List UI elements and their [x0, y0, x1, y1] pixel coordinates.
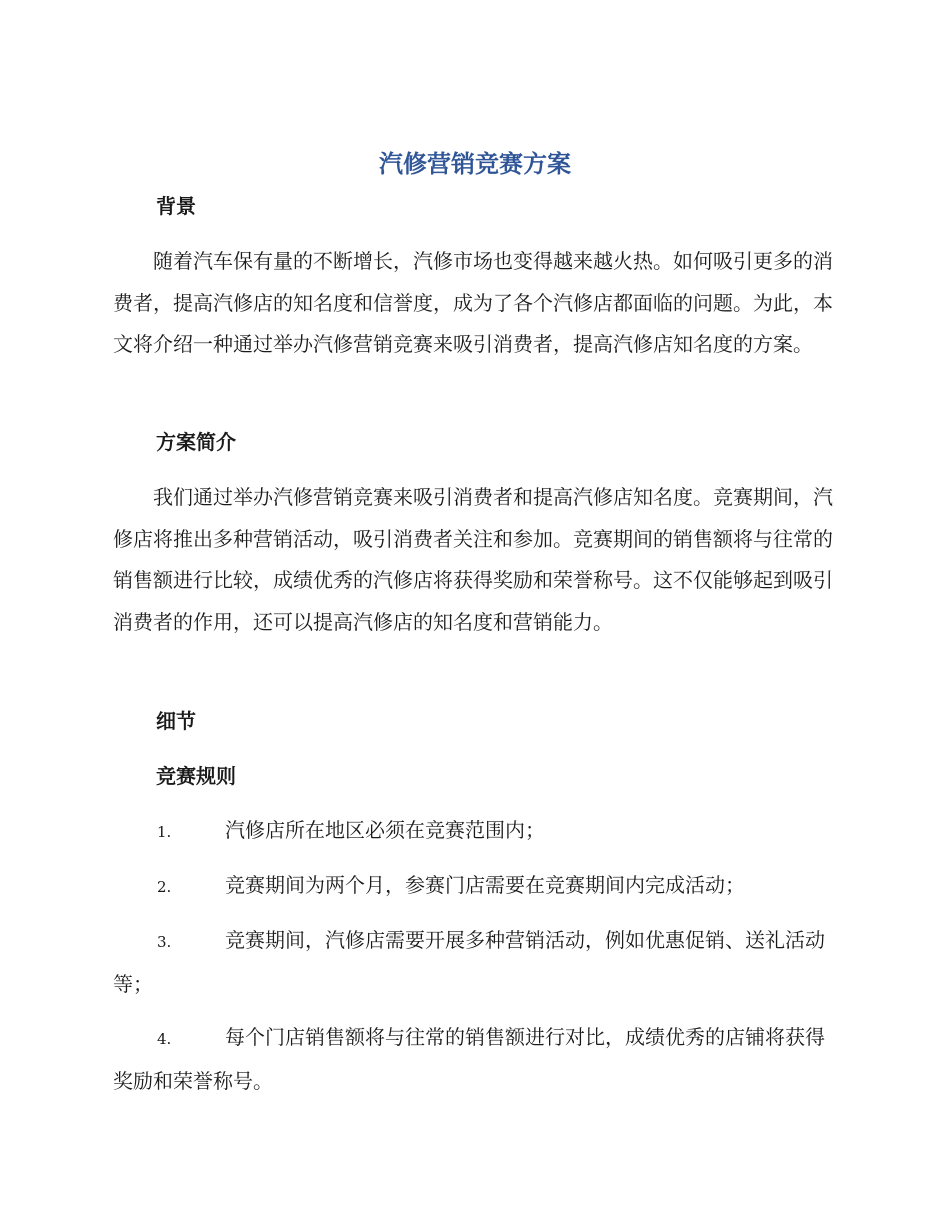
rule-number: 3. [157, 933, 172, 951]
heading-background: 背景 [156, 194, 196, 218]
rule-text: 竞赛期间，汽修店需要开展多种营销活动，例如优惠促销、送礼活动等； [113, 928, 825, 996]
heading-rules: 竞赛规则 [156, 764, 236, 788]
heading-details: 细节 [156, 709, 196, 733]
rule-text: 竞赛期间为两个月，参赛门店需要在竞赛期间内完成活动； [225, 873, 745, 897]
rule-text: 每个门店销售额将与往常的销售额进行对比，成绩优秀的店铺将获得奖励和荣誉称号。 [113, 1025, 825, 1093]
paragraph-background: 随着汽车保有量的不断增长，汽修市场也变得越来越火热。如何吸引更多的消费者，提高汽修店的知名度和信誉度，成为了各个汽修店都面临的问题。为此，本文将介绍一种通过举办汽修营销竞赛来吸引消费者，提高汽修店知名度的方案。 [113, 249, 833, 356]
rule-item [113, 810, 833, 854]
rule-item [113, 1017, 833, 1102]
rule-number: 4. [157, 1030, 172, 1048]
rule-text: 汽修店所在地区必须在竞赛范围内； [225, 818, 545, 842]
rule-item [113, 920, 833, 1005]
rule-number: 2. [157, 878, 172, 896]
paragraph-intro: 我们通过举办汽修营销竞赛来吸引消费者和提高汽修店知名度。竞赛期间，汽修店将推出多种营销活动，吸引消费者关注和参加。竞赛期间的销售额将与往常的销售额进行比较，成绩优秀的汽修店将获得奖励和荣誉称号。这不仅能够起到吸引消费者的作用，还可以提高汽修店的知名度和营销能力。 [113, 485, 833, 634]
document-title: 汽修营销竞赛方案 [379, 150, 571, 178]
heading-intro: 方案简介 [156, 430, 236, 454]
rule-item [113, 865, 833, 909]
rule-number: 1. [157, 823, 172, 841]
